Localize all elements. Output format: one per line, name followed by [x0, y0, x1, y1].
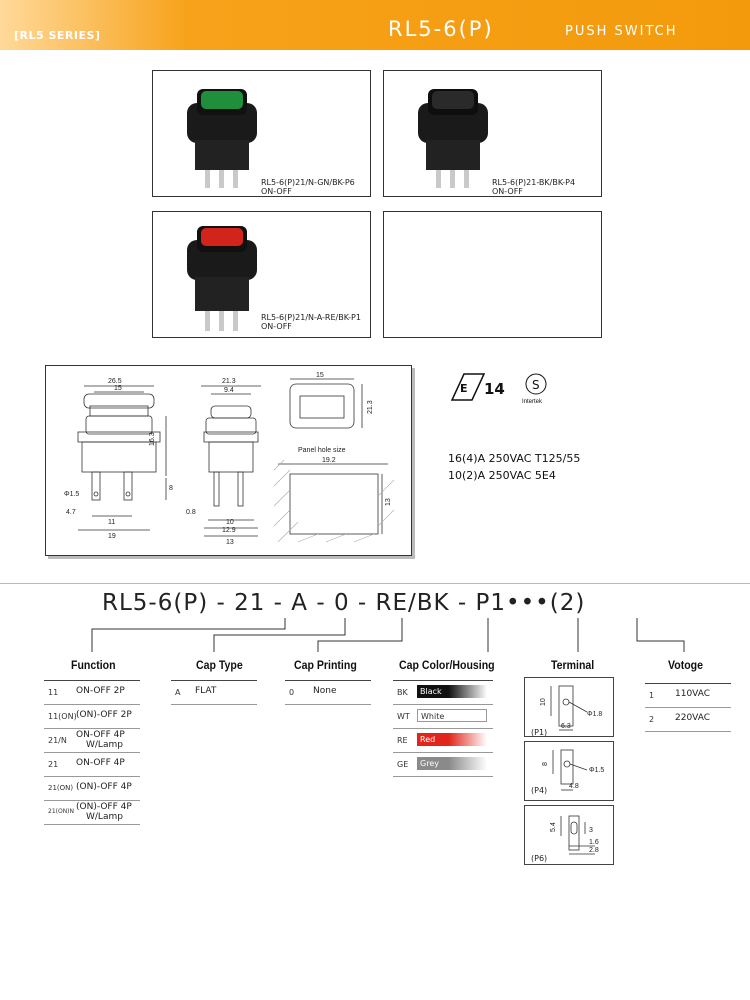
function-table: [44, 680, 140, 825]
terminal-dim: 1.6: [589, 839, 599, 846]
series-label: [RL5 SERIES]: [14, 29, 101, 42]
table-row: [393, 681, 493, 705]
terminal-p1: [524, 677, 614, 737]
terminal-heading: Terminal: [551, 658, 595, 672]
cap-color-heading: Cap Color/Housing: [399, 658, 495, 672]
voltage-table: [645, 683, 731, 732]
option-desc: 110VAC: [675, 689, 711, 699]
option-desc: (ON)-OFF 2P: [76, 710, 132, 720]
table-row: [393, 729, 493, 753]
option-code: A: [175, 688, 181, 697]
cap-color-table: [393, 680, 493, 777]
option-desc: ON-OFF 4P: [76, 758, 125, 768]
dim-label: 12.9: [222, 527, 236, 534]
option-desc: None: [313, 686, 337, 696]
dim-label: 21.3: [367, 400, 374, 414]
color-swatch-red: Red: [417, 733, 487, 746]
dim-label: 0.8: [186, 509, 196, 516]
product-function: ON-OFF: [261, 322, 292, 331]
option-code: 21/N: [48, 736, 67, 745]
function-heading: Function: [71, 658, 116, 672]
dim-label: 19: [108, 533, 116, 540]
option-code: 1: [649, 691, 655, 700]
dim-label: Φ1.5: [64, 491, 80, 498]
color-swatch-grey: Grey: [417, 757, 487, 770]
dim-label: 21.3: [222, 378, 236, 385]
table-row: [44, 801, 140, 825]
rating-line: 16(4)A 250VAC T125/55: [448, 452, 581, 465]
option-code: GE: [397, 760, 409, 769]
terminal-label: (P1): [531, 728, 548, 737]
dim-label: 9.4: [224, 387, 234, 394]
terminal-options: [524, 677, 614, 867]
table-row: [44, 705, 140, 729]
product-code: RL5-6(P)21/N-A-RE/BK-P1: [261, 313, 361, 322]
color-swatch-black: Black: [417, 685, 487, 698]
option-desc: (ON)-OFF 4P: [76, 802, 132, 812]
option-code: 0: [289, 688, 295, 697]
table-row: [393, 705, 493, 729]
terminal-label: (P4): [531, 786, 548, 795]
option-code: 21(ON): [48, 784, 74, 792]
dim-label: 15: [316, 372, 324, 379]
cap-printing-table: [285, 680, 371, 705]
dim-label: 13: [226, 539, 234, 546]
table-row: [285, 681, 371, 705]
option-code: RE: [397, 736, 408, 745]
cap-type-table: [171, 680, 257, 705]
table-row: [44, 681, 140, 705]
option-code: 21(ON)N: [48, 808, 75, 815]
panel-hole-label: Panel hole size: [298, 447, 346, 454]
option-desc: 220VAC: [675, 713, 711, 723]
option-code: BK: [397, 688, 408, 697]
option-code: 11: [48, 688, 59, 697]
terminal-dim: 2.8: [589, 847, 599, 854]
terminal-label: (P6): [531, 854, 548, 863]
dim-label: 26.5: [108, 378, 122, 385]
table-row: [393, 753, 493, 777]
option-desc-2: W/Lamp: [86, 740, 123, 750]
terminal-dim: Φ1.5: [589, 767, 605, 774]
table-row: [171, 681, 257, 705]
cqc-letter: S: [532, 378, 540, 392]
enec-number: 14: [484, 380, 505, 398]
voltage-heading: Votoge: [668, 658, 704, 672]
terminal-dim: 4.8: [569, 783, 579, 790]
option-code: 11(ON): [48, 712, 77, 721]
option-code: WT: [397, 712, 410, 721]
product-code: RL5-6(P)21/N-GN/BK-P6: [261, 178, 355, 187]
rating-line: 10(2)A 250VAC 5E4: [448, 469, 556, 482]
svg-text:E: E: [460, 382, 468, 395]
color-swatch-white: White: [417, 709, 487, 722]
table-row: [44, 777, 140, 801]
dim-label: 8: [169, 485, 173, 492]
dim-label: 11: [108, 519, 116, 526]
dim-label: 15: [114, 385, 122, 392]
terminal-dim: 5.4: [550, 822, 557, 832]
dim-label: 4.7: [66, 509, 76, 516]
cap-type-heading: Cap Type: [196, 658, 243, 672]
part-number-code: RL5-6(P) - 21 - A - 0 - RE/BK - P1•••(2): [102, 590, 586, 616]
option-desc: ON-OFF 4P: [76, 730, 125, 740]
dim-label: 16.3: [149, 432, 156, 446]
option-desc: ON-OFF 2P: [76, 686, 125, 696]
product-type: PUSH SWITCH: [565, 24, 678, 39]
table-row: [645, 684, 731, 708]
option-code: 2: [649, 715, 655, 724]
option-desc-2: W/Lamp: [86, 812, 123, 822]
cap-printing-heading: Cap Printing: [294, 658, 357, 672]
dim-label: 13: [385, 498, 392, 506]
terminal-p6: [524, 805, 614, 865]
product-function: ON-OFF: [492, 187, 523, 196]
table-row: [44, 729, 140, 753]
model-title: RL5-6(P): [388, 17, 494, 41]
terminal-p4: [524, 741, 614, 801]
terminal-dim: 6.3: [561, 723, 571, 730]
dim-label: 19.2: [322, 457, 336, 464]
dim-label: 10: [226, 519, 234, 526]
product-function: ON-OFF: [261, 187, 292, 196]
terminal-dim: 10: [540, 698, 547, 706]
terminal-dim: 8: [542, 762, 549, 766]
option-desc: FLAT: [195, 686, 217, 696]
product-code: RL5-6(P)21-BK/BK-P4: [492, 178, 576, 187]
option-code: 21: [48, 760, 59, 769]
intertek-label: Intertek: [522, 399, 543, 405]
option-desc: (ON)-OFF 4P: [76, 782, 132, 792]
terminal-dim: Φ1.8: [587, 711, 603, 718]
table-row: [44, 753, 140, 777]
terminal-dim: 3: [589, 827, 593, 834]
table-row: [645, 708, 731, 732]
